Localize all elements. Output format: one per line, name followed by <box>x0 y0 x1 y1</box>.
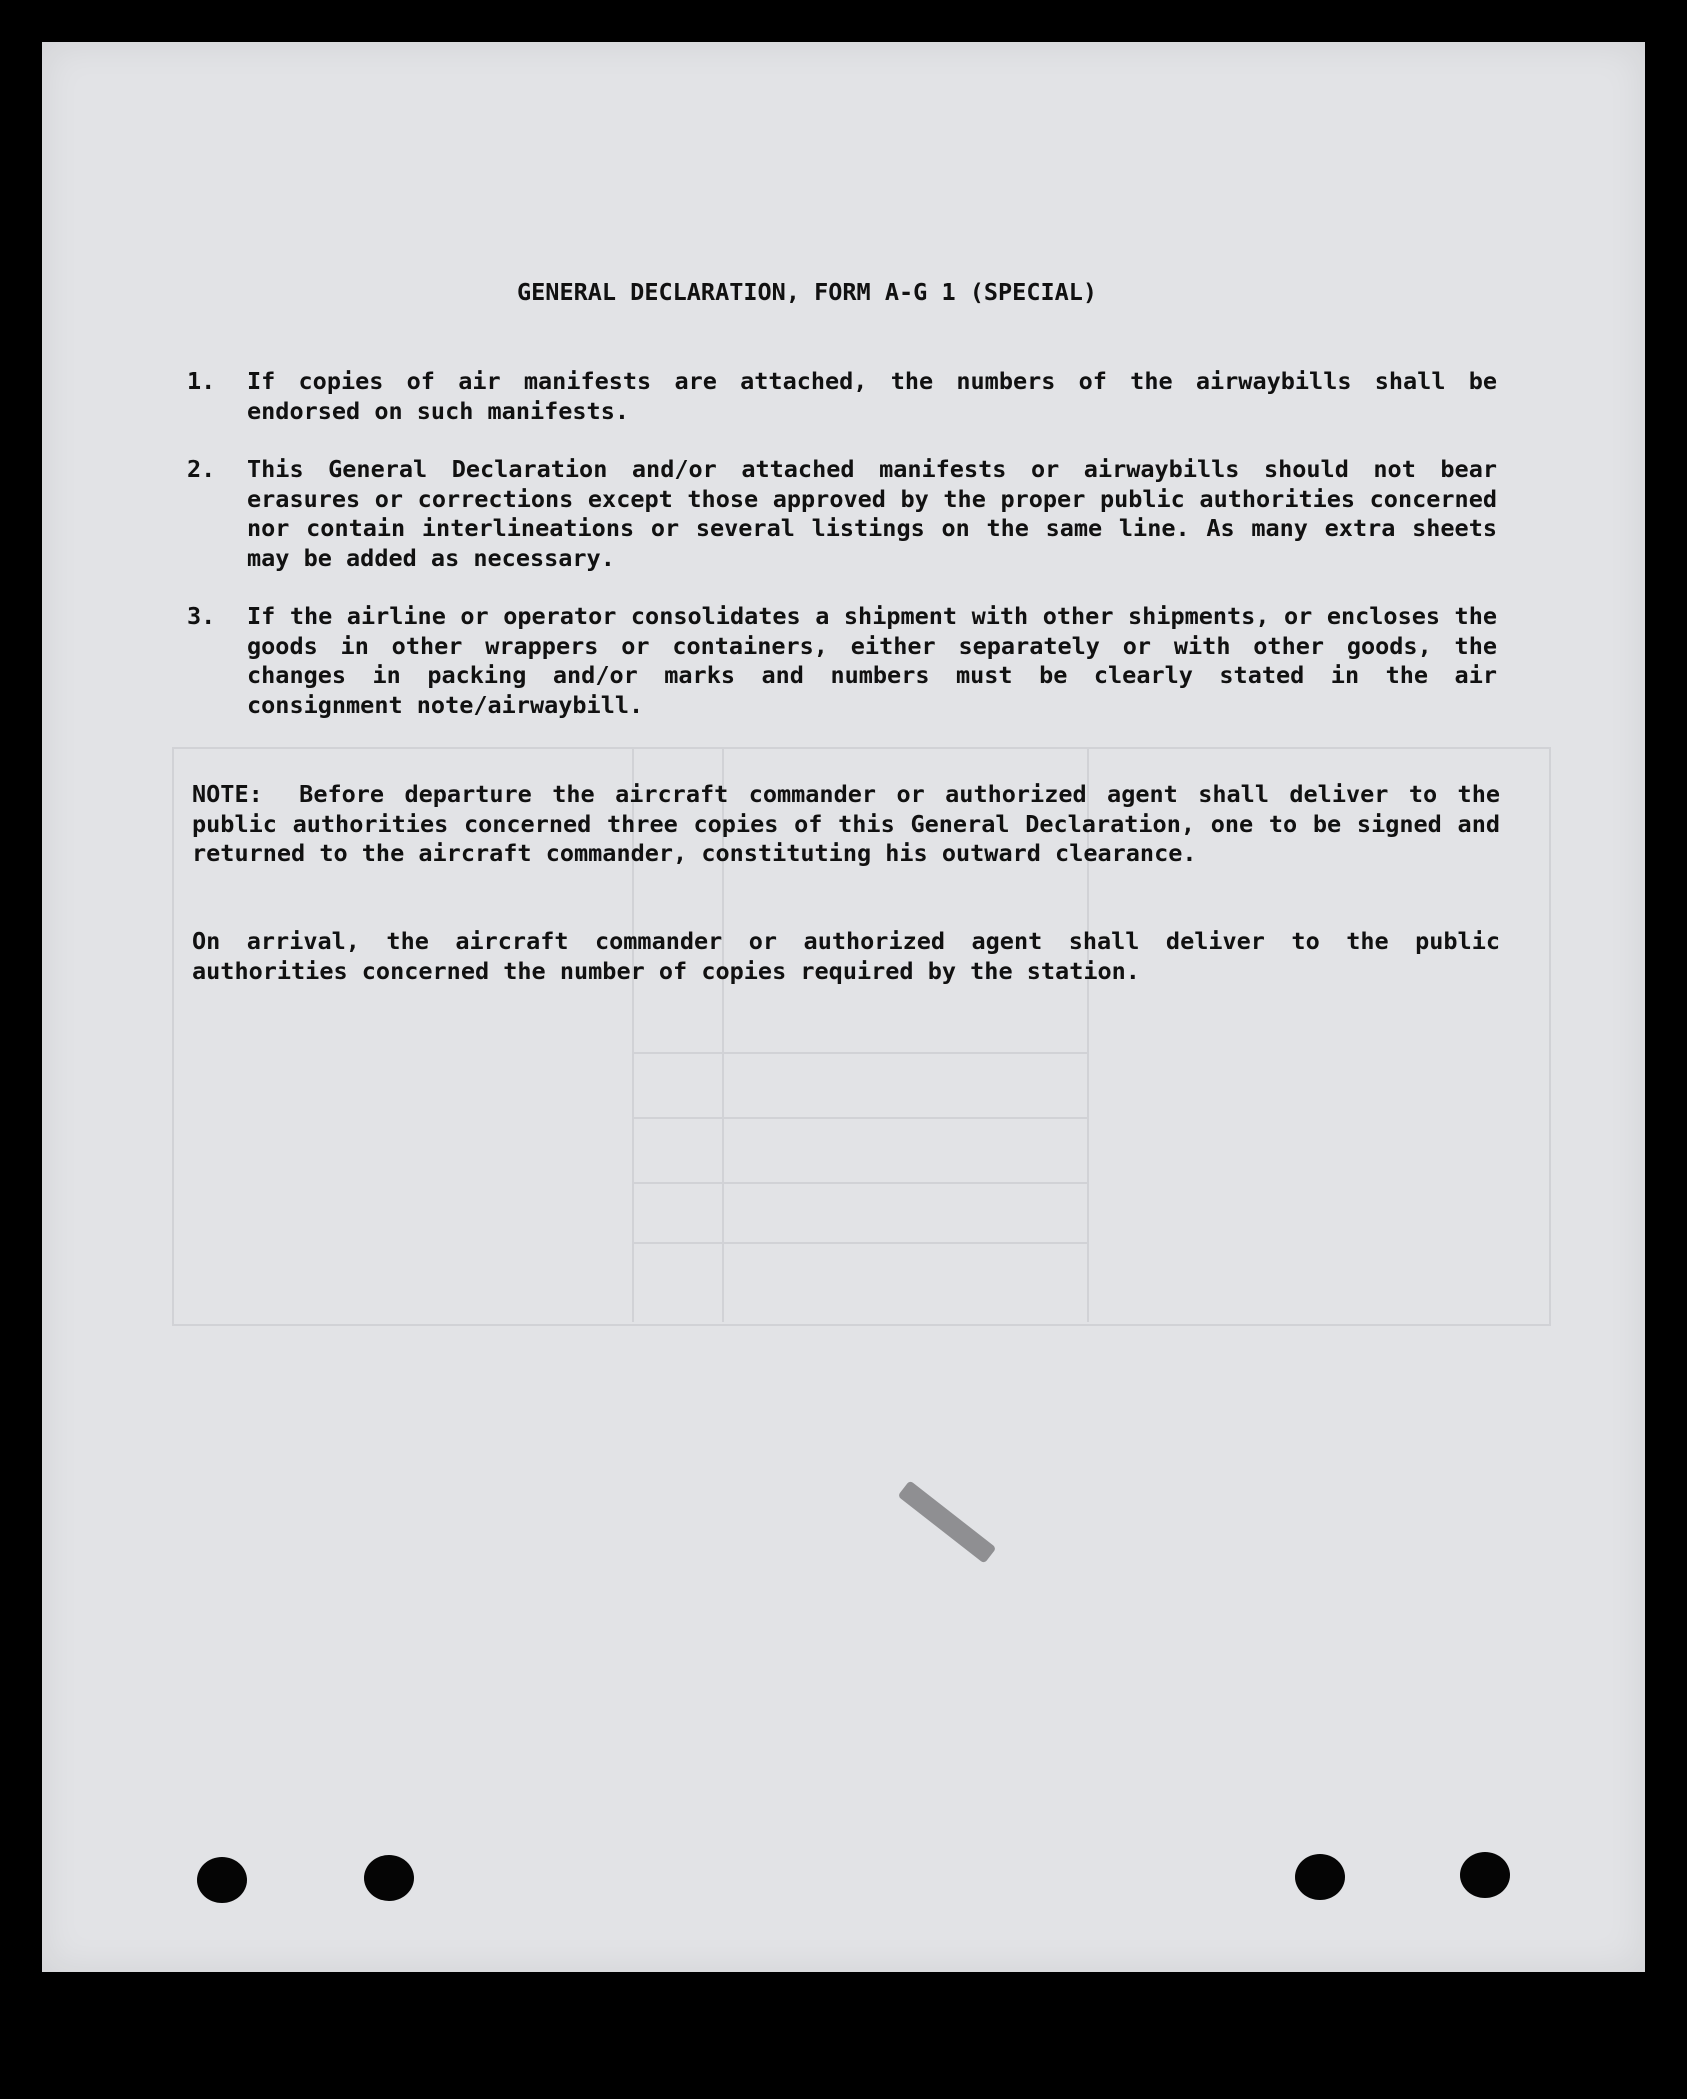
item-text: If the airline or operator consolidates a shipment with other shipments, or encloses the goods in other wrappers or containers, either separately or with other goods, the changes in packing and/or marks and numbers must be clearly stated in the air consignment note/airwaybill. <box>247 602 1497 719</box>
item-number: 3. <box>187 602 216 630</box>
note-label: NOTE: <box>192 780 263 808</box>
page-title: GENERAL DECLARATION, FORM A-G 1 (SPECIAL) <box>517 278 1098 306</box>
note-text: Before departure the aircraft commander or authorized agent shall deliver to the public authorities concerned three copies of this General Declaration, one to be signed and returned to the aircraft commander, constituting his outward clearance. <box>192 780 1500 867</box>
item-number: 2. <box>187 455 216 483</box>
item-number: 1. <box>187 367 216 395</box>
arrival-paragraph: On arrival, the aircraft commander or authorized agent shall deliver to the public authorities concerned the number of copies required by the station. <box>192 927 1500 985</box>
document-content <box>42 42 1645 1972</box>
note-paragraph <box>192 780 1500 869</box>
document-sheet <box>42 42 1645 1972</box>
item-text: If copies of air manifests are attached, the numbers of the airwaybills shall be endorsed on such manifests. <box>247 367 1497 425</box>
item-text: This General Declaration and/or attached manifests or airwaybills should not bear erasures or corrections except those approved by the proper public authorities concerned nor contain interlineations or several listings on the same line. As many extra sheets may be added as necessary. <box>247 455 1497 572</box>
